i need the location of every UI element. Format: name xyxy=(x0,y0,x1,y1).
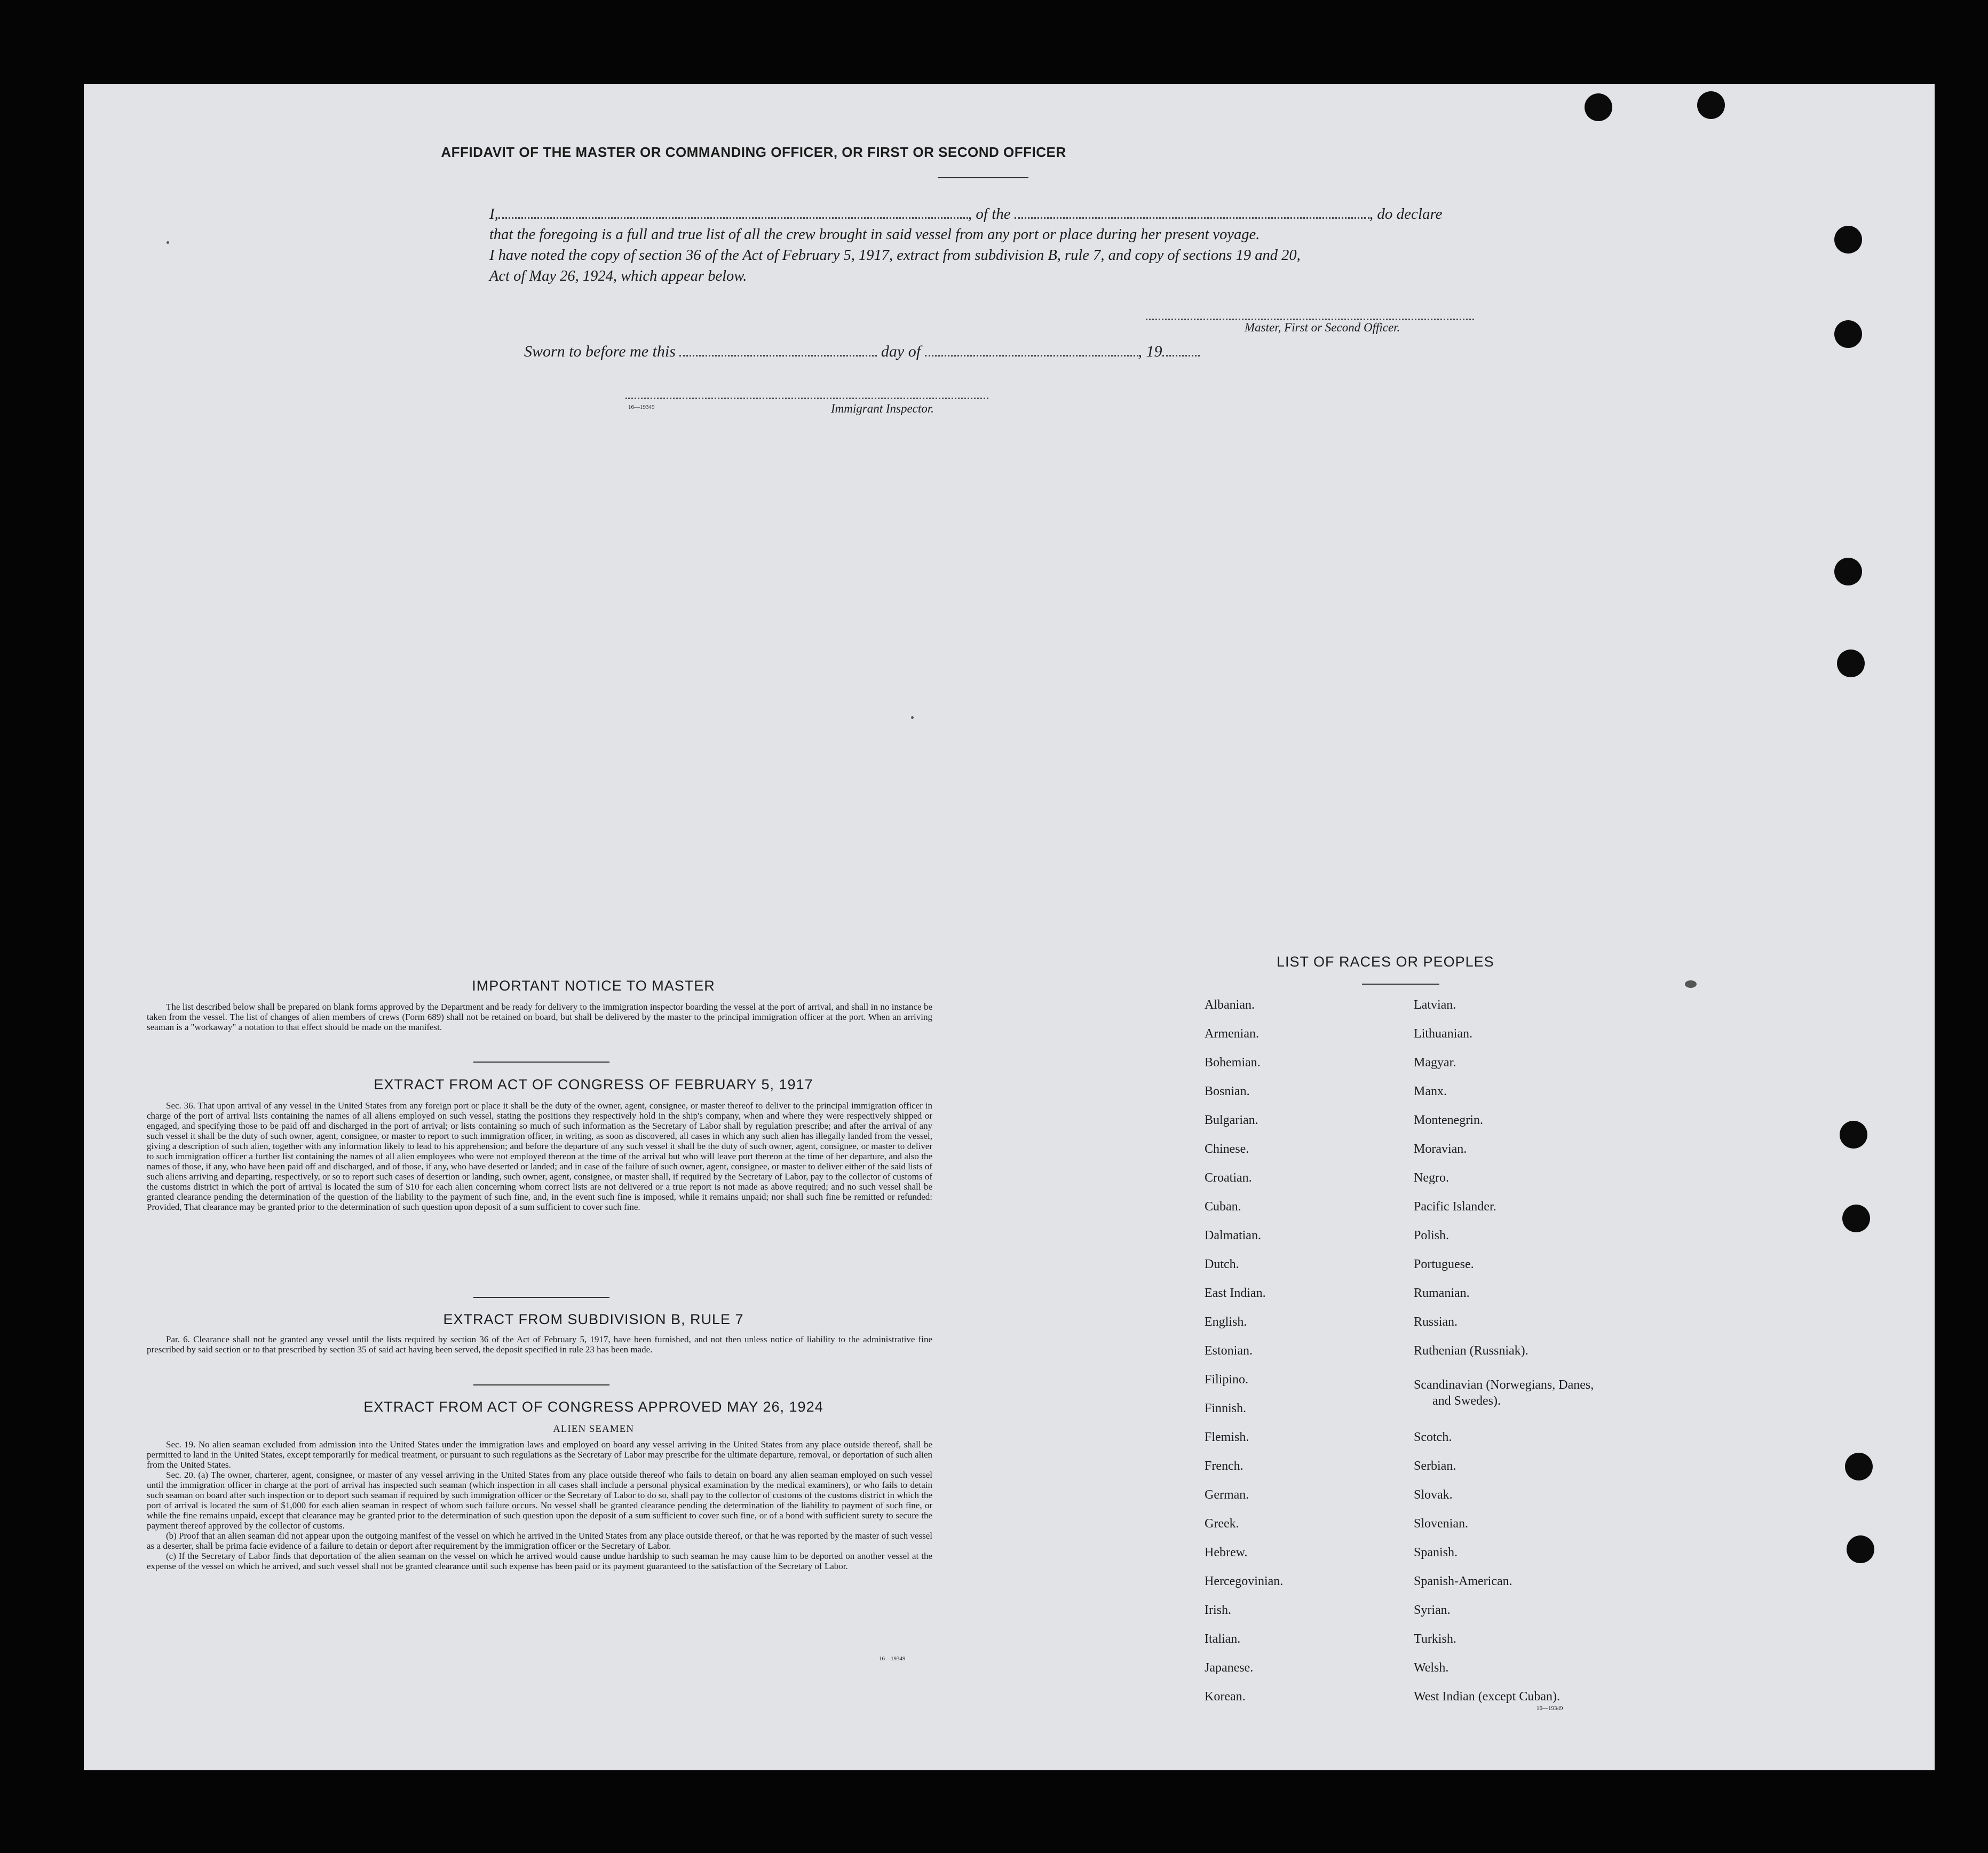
race-item: Serbian. xyxy=(1414,1459,1456,1473)
affidavit-line-2: that the foregoing is a full and true list of all the crew brought in said vessel from any port or place during her present voyage. xyxy=(489,226,1260,243)
speck xyxy=(911,716,914,719)
race-item: French. xyxy=(1205,1459,1244,1473)
notice-title: IMPORTANT NOTICE TO MASTER xyxy=(472,978,715,994)
speck xyxy=(167,241,169,244)
race-item: Estonian. xyxy=(1205,1344,1253,1358)
race-item: German. xyxy=(1205,1488,1249,1502)
race-item: Spanish-American. xyxy=(1414,1574,1512,1588)
title-divider xyxy=(938,177,1028,178)
race-item: West Indian (except Cuban). xyxy=(1414,1690,1560,1704)
race-item: Albanian. xyxy=(1205,998,1255,1012)
race-item: Polish. xyxy=(1414,1229,1450,1242)
races-form-number: 16—19349 xyxy=(1536,1705,1563,1712)
race-item: Greek. xyxy=(1205,1517,1239,1531)
race-item: Hercegovinian. xyxy=(1205,1574,1284,1588)
punch-hole xyxy=(1834,226,1862,254)
name-field[interactable] xyxy=(498,217,968,219)
race-item: Filipino. xyxy=(1205,1373,1249,1387)
extract-1924-text xyxy=(147,1439,932,1571)
race-item: Irish. xyxy=(1205,1603,1231,1617)
affidavit-line-4: Act of May 26, 1924, which appear below. xyxy=(489,268,747,284)
sec-20b-paragraph: (b) Proof that an alien seaman did not appear upon the outgoing manifest of the vessel on which he arrived in the United States from any place outside thereof, or that he was reported by the master of such vessel as a deserter, shall be prima facie evidence of a failure to detain or deport after requirement by the immigration officer or the Secretary of Labor. xyxy=(147,1531,932,1551)
punch-hole xyxy=(1842,1205,1870,1232)
sec-19-paragraph: Sec. 19. No alien seaman excluded from admission into the United States under the immigration laws and employed on board any vessel arriving in the United States from any place outside thereof, shall be permitted to land in the United States, except temporarily for medical treatment, or pursuant to such regulations as the Secretary of Labor may prescribe for the ultimate departure, removal, or deportation of such alien from the United States. xyxy=(147,1439,932,1470)
race-item: Scotch. xyxy=(1414,1430,1452,1444)
race-item: Chinese. xyxy=(1205,1142,1249,1156)
race-item: Italian. xyxy=(1205,1632,1241,1646)
extract-1924-title: EXTRACT FROM ACT OF CONGRESS APPROVED MAY 26, 1924 xyxy=(363,1399,823,1415)
race-item: Finnish. xyxy=(1205,1401,1247,1415)
sworn-year: , 19 xyxy=(1138,343,1162,360)
sworn-line xyxy=(524,343,1200,361)
sec-20a-paragraph: Sec. 20. (a) The owner, charterer, agent, consignee, or master of any vessel arriving in the United States from any place outside thereof who fails to detain on board any alien seaman employed on such vessel until the immigration officer in charge at the port of arrival has inspected such seaman (which inspection in all cases shall include a personal physical examination by the medical examiners), or who fails to detain such seaman on board after such inspection or to deport such seaman if required by such immigration officer or the Secretary of Labor to do so, shall pay to the collector of customs of the customs district in which the port of arrival is located the sum of $1,000 for each alien seaman in respect of whom such failure occurs. No vessel shall be granted clearance pending the determination of the liability to payment of such fine, or while the fine remains unpaid, except that clearance may be granted prior to the determination of such question upon the deposit of a sum sufficient to cover such fine, or of a bond with sufficient surety to secure the payment thereof approved by the collector of customs. xyxy=(147,1470,932,1531)
rule-7-text xyxy=(147,1334,932,1355)
section-divider xyxy=(473,1297,609,1298)
extract-1917-text xyxy=(147,1100,932,1212)
sworn-day-of: day of xyxy=(881,343,921,360)
section-divider xyxy=(473,1384,609,1385)
race-item: Pacific Islander. xyxy=(1414,1200,1496,1214)
punch-hole xyxy=(1845,1453,1873,1480)
race-item: Bosnian. xyxy=(1205,1084,1250,1098)
vessel-field[interactable] xyxy=(1015,217,1369,219)
affidavit-line-1 xyxy=(489,205,1493,223)
race-item: English. xyxy=(1205,1315,1247,1329)
race-item: Cuban. xyxy=(1205,1200,1241,1214)
race-item: Spanish. xyxy=(1414,1546,1458,1559)
section-divider xyxy=(473,1062,609,1063)
race-item: Croatian. xyxy=(1205,1171,1252,1185)
extract-1917-title: EXTRACT FROM ACT OF CONGRESS OF FEBRUARY 5, 1917 xyxy=(374,1076,813,1092)
race-item: Lithuanian. xyxy=(1414,1027,1472,1041)
race-item: Korean. xyxy=(1205,1690,1246,1704)
race-item: Ruthenian (Russniak). xyxy=(1414,1344,1528,1358)
race-item: Russian. xyxy=(1414,1315,1458,1329)
affidavit-of-the: , of the xyxy=(968,205,1011,223)
race-item: Bohemian. xyxy=(1205,1056,1261,1070)
race-item: Japanese. xyxy=(1205,1661,1254,1675)
inspector-signature-line[interactable] xyxy=(625,398,988,399)
inspector-label: Immigrant Inspector. xyxy=(831,402,934,415)
race-item: Dutch. xyxy=(1205,1257,1239,1271)
sec-36-paragraph: Sec. 36. That upon arrival of any vessel in the United States from any foreign port or place it shall be the duty of the owner, agent, consignee, or master thereof to deliver to the principal immigration officer in charge of the port of arrival lists containing the names of all aliens employed on such vessel, stating the positions they respectively hold in the ship's company, when and where they were respectively shipped or engaged, and specifying those to be paid off and discharged in the port of arrival; or lists containing so much of such information as the Secretary of Labor shall by regulation prescribe; and after the arrival of any such vessel it shall be the duty of such owner, agent, consignee, or master to report to such immigration officer, in writing, as soon as discovered, all cases in which any such alien has illegally landed from the vessel, giving a description of such alien, together with any information likely to lead to his apprehension; and before the departure of any such vessel it shall be the duty of such owner, agent, consignee, or master to deliver to such immigration officer a further list containing the names of all alien employees who were not employed thereon at the time of the arrival but who will leave port thereon at the time of her departure, and also the names of those, if any, who have been paid off and discharged, and of those, if any, who have deserted or landed; and in case of the failure of such owner, agent, consignee, or master to deliver either of the said lists of such aliens arriving and departing, respectively, or so to report such cases of desertion or landing, such owner, agent, consignee, or master shall, if required by the Secretary of Labor, pay to the collector of customs of the customs district in which the port of arrival is located the sum of $10 for each alien concerning whom correct lists are not delivered or a true report is not made as above required; and no such vessel shall be granted clearance pending the determination of the question of the liability to the payment of such fine, and, in the event such fine is imposed, while it remains unpaid; nor shall such fine be remitted or refunded: Provided, That clearance may be granted prior to the determination of such question upon deposit of a sum sufficient to cover such fine. xyxy=(147,1100,932,1212)
sworn-month-field[interactable] xyxy=(925,355,1138,357)
punch-hole xyxy=(1837,650,1865,677)
race-item: Slovak. xyxy=(1414,1488,1453,1502)
affidavit-title: AFFIDAVIT OF THE MASTER OR COMMANDING OFFICER, OR FIRST OR SECOND OFFICER xyxy=(441,144,1066,160)
race-item: Syrian. xyxy=(1414,1603,1451,1617)
race-item: Dalmatian. xyxy=(1205,1229,1261,1242)
punch-hole xyxy=(1585,93,1612,121)
punch-hole xyxy=(1834,320,1862,348)
race-item: Scandinavian (Norwegians, Danes, and Swedes). xyxy=(1414,1378,1594,1408)
affidavit-declare: , do declare xyxy=(1369,205,1443,223)
races-divider xyxy=(1362,984,1439,985)
race-item: Turkish. xyxy=(1414,1632,1456,1646)
par-6-paragraph: Par. 6. Clearance shall not be granted any vessel until the lists required by section 36 of the Act of February 5, 1917, have been furnished, and not then unless notice of liability to the administrative fine prescribed by said section or to that prescribed by section 35 of said act having been served, the deposit specified in rule 23 has been made. xyxy=(147,1334,932,1355)
alien-seamen-subtitle: ALIEN SEAMEN xyxy=(553,1423,634,1435)
race-item: Welsh. xyxy=(1414,1661,1449,1675)
document-page xyxy=(84,84,1935,1770)
sworn-prefix: Sworn to before me this xyxy=(524,343,676,360)
race-item: Moravian. xyxy=(1414,1142,1467,1156)
extract-form-number: 16—19349 xyxy=(879,1656,906,1662)
race-item: Montenegrin. xyxy=(1414,1113,1483,1127)
race-item: Bulgarian. xyxy=(1205,1113,1258,1127)
master-signature-line[interactable] xyxy=(1146,319,1474,320)
race-item: Armenian. xyxy=(1205,1027,1259,1041)
race-item: Slovenian. xyxy=(1414,1517,1468,1531)
race-item: Negro. xyxy=(1414,1171,1449,1185)
affidavit-i: I, xyxy=(489,205,498,223)
races-title: LIST OF RACES OR PEOPLES xyxy=(1277,954,1494,970)
master-label: Master, First or Second Officer. xyxy=(1245,321,1400,334)
notice-paragraph: The list described below shall be prepared on blank forms approved by the Department and be ready for delivery to the immigration inspector boarding the vessel at the port of arrival, and shall in no instance be taken from the vessel. The list of changes of alien members of crews (Form 689) shall not be retained on board, but shall be delivered by the master to the principal immigration officer at the port. When an arriving seaman is a "workaway" a notation to that effect should be made on the manifest. xyxy=(147,1002,932,1032)
punch-hole xyxy=(1697,91,1725,119)
race-item: Manx. xyxy=(1414,1084,1447,1098)
speck xyxy=(1685,980,1697,988)
sec-20c-paragraph: (c) If the Secretary of Labor finds that deportation of the alien seaman on the vessel on which he arrived would cause undue hardship to such seaman he may cause him to be deported on another vessel at the expense of the vessel on which he arrived, and such vessel shall not be granted clearance until such expense has been paid or its payment guaranteed to the satisfaction of the Secretary of Labor. xyxy=(147,1551,932,1571)
punch-hole xyxy=(1840,1121,1867,1149)
race-item: Rumanian. xyxy=(1414,1286,1470,1300)
affidavit-line-3: I have noted the copy of section 36 of the Act of February 5, 1917, extract from subdivision B, rule 7, and copy of sections 19 and 20, xyxy=(489,247,1301,264)
punch-hole xyxy=(1847,1535,1874,1563)
race-item: Hebrew. xyxy=(1205,1546,1248,1559)
sworn-year-field[interactable] xyxy=(1162,355,1200,357)
race-item: Magyar. xyxy=(1414,1056,1456,1070)
race-item: Latvian. xyxy=(1414,998,1456,1012)
affidavit-form-number: 16—19349 xyxy=(628,404,655,410)
race-item: Flemish. xyxy=(1205,1430,1249,1444)
rule-7-title: EXTRACT FROM SUBDIVISION B, RULE 7 xyxy=(443,1311,744,1327)
punch-hole xyxy=(1834,558,1862,585)
notice-text xyxy=(147,1002,932,1032)
race-item: Portuguese. xyxy=(1414,1257,1474,1271)
sworn-day-field[interactable] xyxy=(679,355,877,357)
race-item: East Indian. xyxy=(1205,1286,1266,1300)
